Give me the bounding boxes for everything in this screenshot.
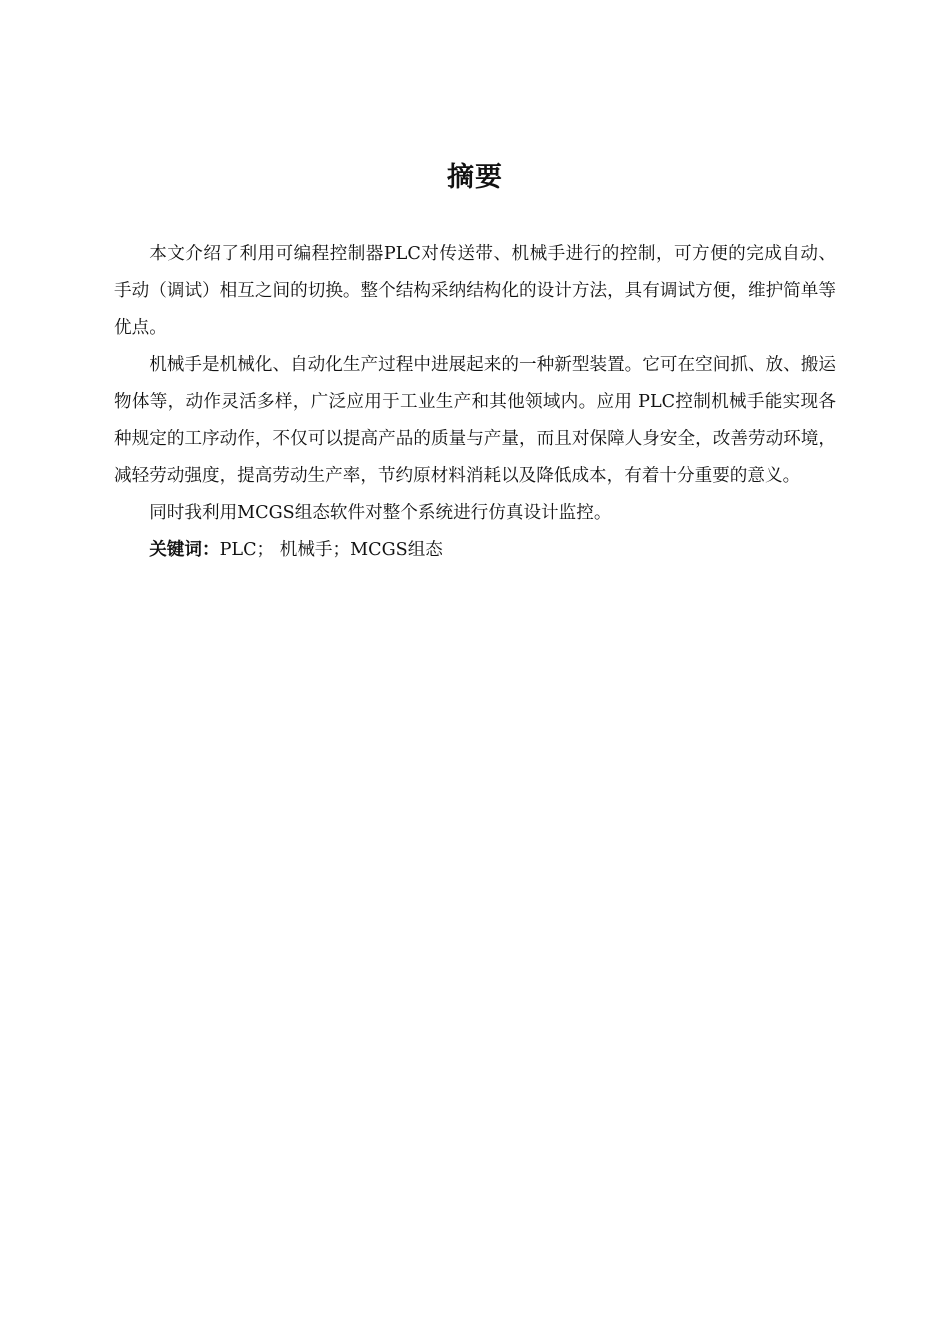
keywords-value: PLC； 机械手；MCGS组态 <box>219 540 443 560</box>
abstract-paragraph-2: 机械手是机械化、自动化生产过程中进展起来的一种新型装置。它可在空间抓、放、搬运物体等，动作灵活多样，广泛应用于工业生产和其他领域内。应用 PLC控制机械手能实现各种规定的工序动作，不仅可以提高产品的质量与产量，而且对保障人身安全，改善劳动环境，减轻劳动强度，提高劳动生产率，节约原材料消耗以及降低成本，有着十分重要的意义。 <box>114 355 836 486</box>
keywords-label: 关键词： <box>149 540 220 560</box>
keywords-line <box>114 532 836 569</box>
abstract-paragraph-3: 同时我利用MCGS组态软件对整个系统进行仿真设计监控。 <box>149 503 612 523</box>
page-title: 摘要 <box>447 162 503 193</box>
abstract-body <box>114 236 836 569</box>
abstract-paragraph-1: 本文介绍了利用可编程控制器PLC对传送带、机械手进行的控制，可方便的完成自动、手动（调试）相互之间的切换。整个结构采纳结构化的设计方法，具有调试方便，维护简单等优点。 <box>114 244 836 338</box>
